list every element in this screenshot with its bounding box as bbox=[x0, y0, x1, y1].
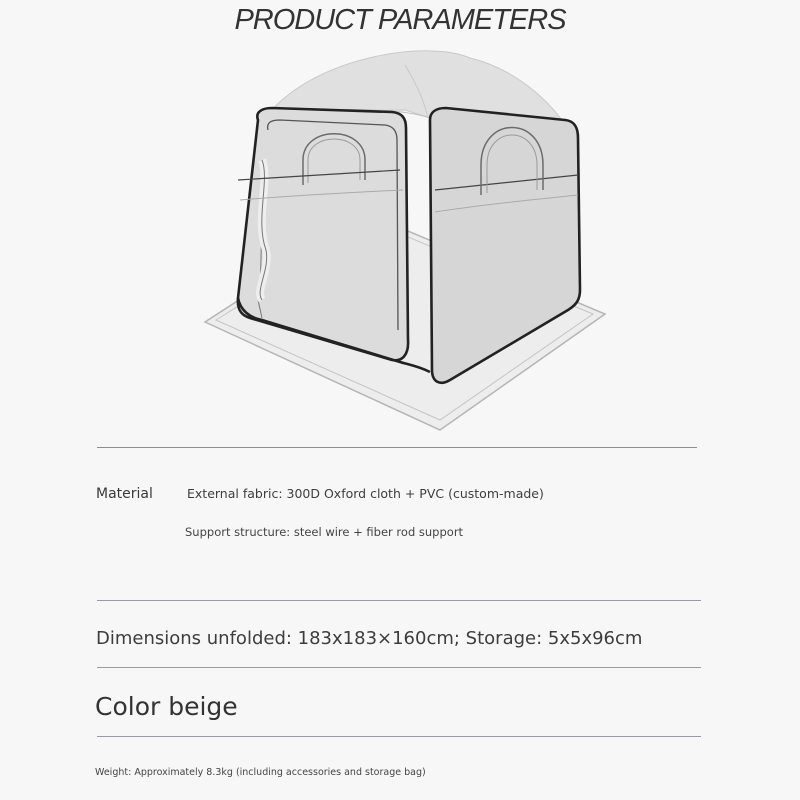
color-text: Color beige bbox=[95, 692, 238, 721]
dimensions-text: Dimensions unfolded: 183x183×160cm; Storage: 5x5x96cm bbox=[96, 628, 643, 649]
divider bbox=[97, 600, 701, 601]
divider bbox=[97, 667, 701, 668]
external-fabric-text: External fabric: 300D Oxford cloth + PVC (custom-made) bbox=[187, 486, 544, 501]
weight-text: Weight: Approximately 8.3kg (including accessories and storage bag) bbox=[95, 767, 426, 778]
divider bbox=[97, 447, 697, 448]
page-title: PRODUCT PARAMETERS bbox=[234, 4, 566, 36]
divider bbox=[97, 736, 701, 737]
tent-illustration bbox=[190, 50, 620, 440]
material-label: Material bbox=[96, 486, 153, 502]
support-structure-text: Support structure: steel wire + fiber rod support bbox=[185, 525, 464, 539]
